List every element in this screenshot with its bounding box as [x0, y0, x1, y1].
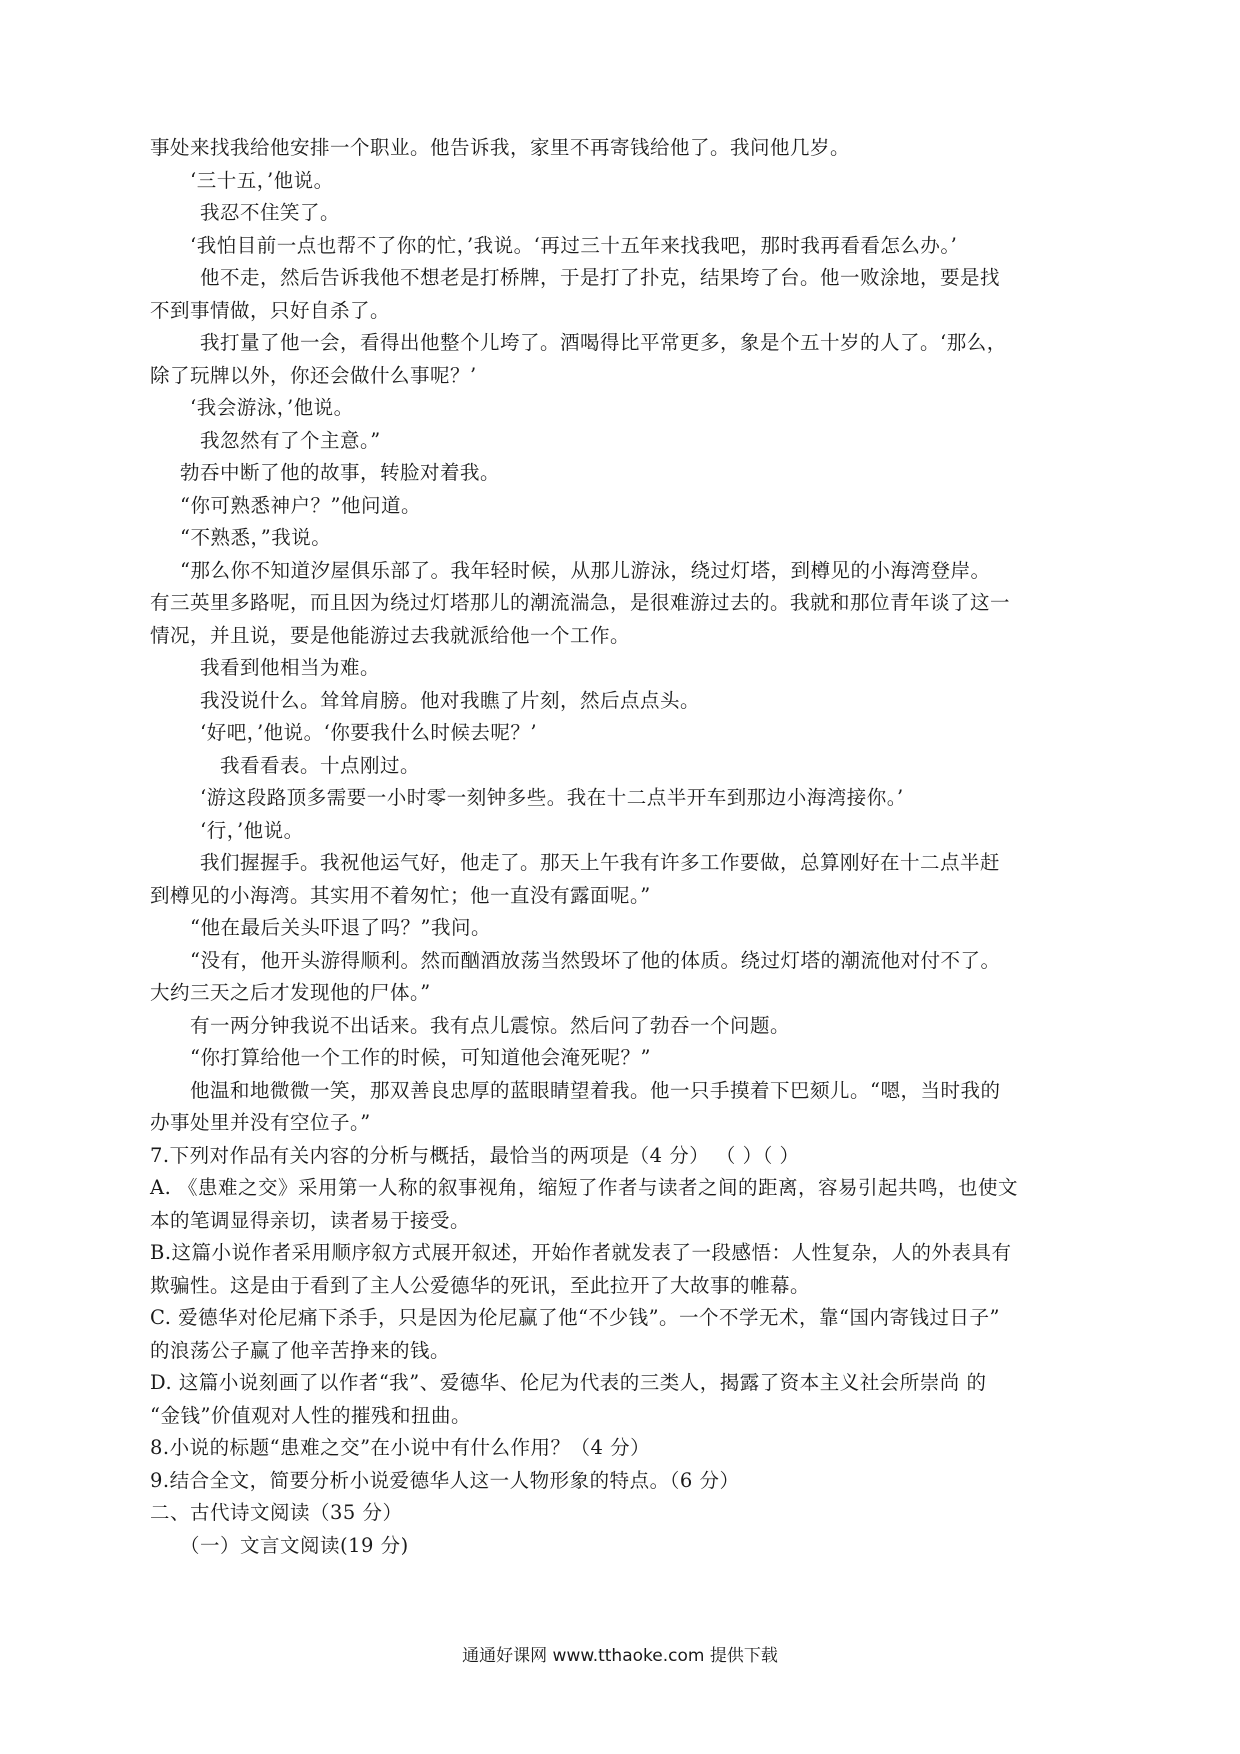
text-line: 的浪荡公子赢了他辛苦挣来的钱。 — [150, 1338, 451, 1362]
text-line: 我们握握手。我祝他运气好，他走了。那天上午我有许多工作要做，总算刚好在十二点半赶 — [200, 851, 1001, 874]
text-line: ‘游这段路顶多需要一小时零一刻钟多些。我在十二点半开车到那边小海湾接你。’ — [200, 786, 904, 809]
text-line: 到樽见的小海湾。其实用不着匆忙；他一直没有露面呢。” — [150, 883, 651, 907]
text-line: 9.结合全文，简要分析小说爱德华人这一人物形象的特点。（6 分） — [150, 1468, 740, 1492]
text-line: 二、古代诗文阅读（35 分） — [150, 1501, 403, 1524]
text-line: ‘好吧，’他说。‘你要我什么时候去呢？’ — [200, 721, 538, 744]
text-line: 我打量了他一会，看得出他整个儿垮了。酒喝得比平常更多，象是个五十岁的人了。‘那么， — [200, 331, 1007, 354]
text-line: A. 《患难之交》采用第一人称的叙事视角，缩短了作者与读者之间的距离，容易引起共鸣，也使文 — [150, 1176, 1018, 1199]
text-line: 本的笔调显得亲切，读者易于接受。 — [150, 1208, 471, 1232]
text-line: ‘我会游泳，’他说。 — [190, 396, 354, 419]
text-line: ‘三十五，’他说。 — [190, 168, 334, 192]
text-line: B.这篇小说作者采用顺序叙方式展开叙述，开始作者就发表了一段感悟：人性复杂，人的外表具有 — [150, 1241, 1012, 1264]
page-footer: 通通好课网 www.tthaoke.com 提供下载 — [462, 1646, 778, 1666]
text-line: 不到事情做，只好自杀了。 — [150, 298, 391, 322]
text-line: 有一两分钟我说不出话来。我有点儿震惊。然后问了勃吞一个问题。 — [190, 1013, 791, 1037]
text-line: D. 这篇小说刻画了以作者“我”、爱德华、伦尼为代表的三类人，揭露了资本主义社会所崇尚 的 — [150, 1371, 987, 1394]
text-line: C. 爱德华对伦尼痛下杀手，只是因为伦尼赢了他“不少钱”。一个不学无术，靠“国内寄钱过日子” — [150, 1306, 1000, 1329]
text-line: 情况，并且说，要是他能游过去我就派给他一个工作。 — [150, 623, 631, 647]
text-line: 除了玩牌以外，你还会做什么事呢？’ — [150, 363, 477, 387]
text-line: 我看到他相当为难。 — [200, 656, 381, 679]
text-line: 勃吞中断了他的故事，转脸对着我。 — [180, 461, 501, 484]
text-line: “那么你不知道汐屋俱乐部了。我年轻时候，从那儿游泳，绕过灯塔，到樽见的小海湾登岸。 — [180, 558, 991, 582]
text-line: 办事处里并没有空位子。” — [150, 1111, 371, 1134]
text-line: “你打算给他一个工作的时候，可知道他会淹死呢？” — [190, 1046, 651, 1069]
text-line: 我忽然有了个主意。” — [200, 428, 381, 452]
text-line: 我没说什么。耸耸肩膀。他对我瞧了片刻，然后点点头。 — [200, 688, 701, 712]
text-line: 我看看表。十点刚过。 — [220, 753, 421, 777]
text-line: “你可熟悉神户？”他问道。 — [180, 493, 421, 517]
text-line: 8.小说的标题“患难之交”在小说中有什么作用？（4 分） — [150, 1436, 651, 1459]
text-line: ‘行，’他说。 — [200, 818, 304, 842]
text-line: 7.下列对作品有关内容的分析与概括，最恰当的两项是（4 分） （ ）（ ） — [150, 1143, 800, 1167]
text-line: 有三英里多路呢，而且因为绕过灯塔那儿的潮流湍急，是很难游过去的。我就和那位青年谈了这一 — [150, 591, 1011, 614]
text-line: 他不走，然后告诉我他不想老是打桥牌，于是打了扑克，结果垮了台。他一败涂地，要是找 — [200, 266, 1001, 289]
text-line: 我忍不住笑了。 — [200, 201, 341, 224]
text-line: 他温和地微微一笑，那双善良忠厚的蓝眼睛望着我。他一只手摸着下巴颏儿。“嗯，当时我的 — [190, 1078, 1001, 1102]
text-line: 事处来找我给他安排一个职业。他告诉我，家里不再寄钱给他了。我问他几岁。 — [150, 136, 851, 159]
text-line: 欺骗性。这是由于看到了主人公爱德华的死讯，至此拉开了大故事的帷幕。 — [150, 1273, 811, 1297]
text-line: “金钱”价值观对人性的摧残和扭曲。 — [150, 1403, 471, 1427]
text-line: 大约三天之后才发现他的尸体。” — [150, 981, 431, 1004]
text-line: “没有，他开头游得顺利。然而酗酒放荡当然毁坏了他的体质。绕过灯塔的潮流他对付不了。 — [190, 948, 1001, 972]
text-line: “不熟悉，”我说。 — [180, 526, 332, 549]
text-line: ‘我怕目前一点也帮不了你的忙，’我说。‘再过三十五年来找我吧，那时我再看看怎么办。’ — [190, 233, 958, 257]
text-line: （一）文言文阅读(19 分) — [180, 1533, 409, 1557]
text-line: “他在最后关头吓退了吗？”我问。 — [190, 916, 491, 939]
